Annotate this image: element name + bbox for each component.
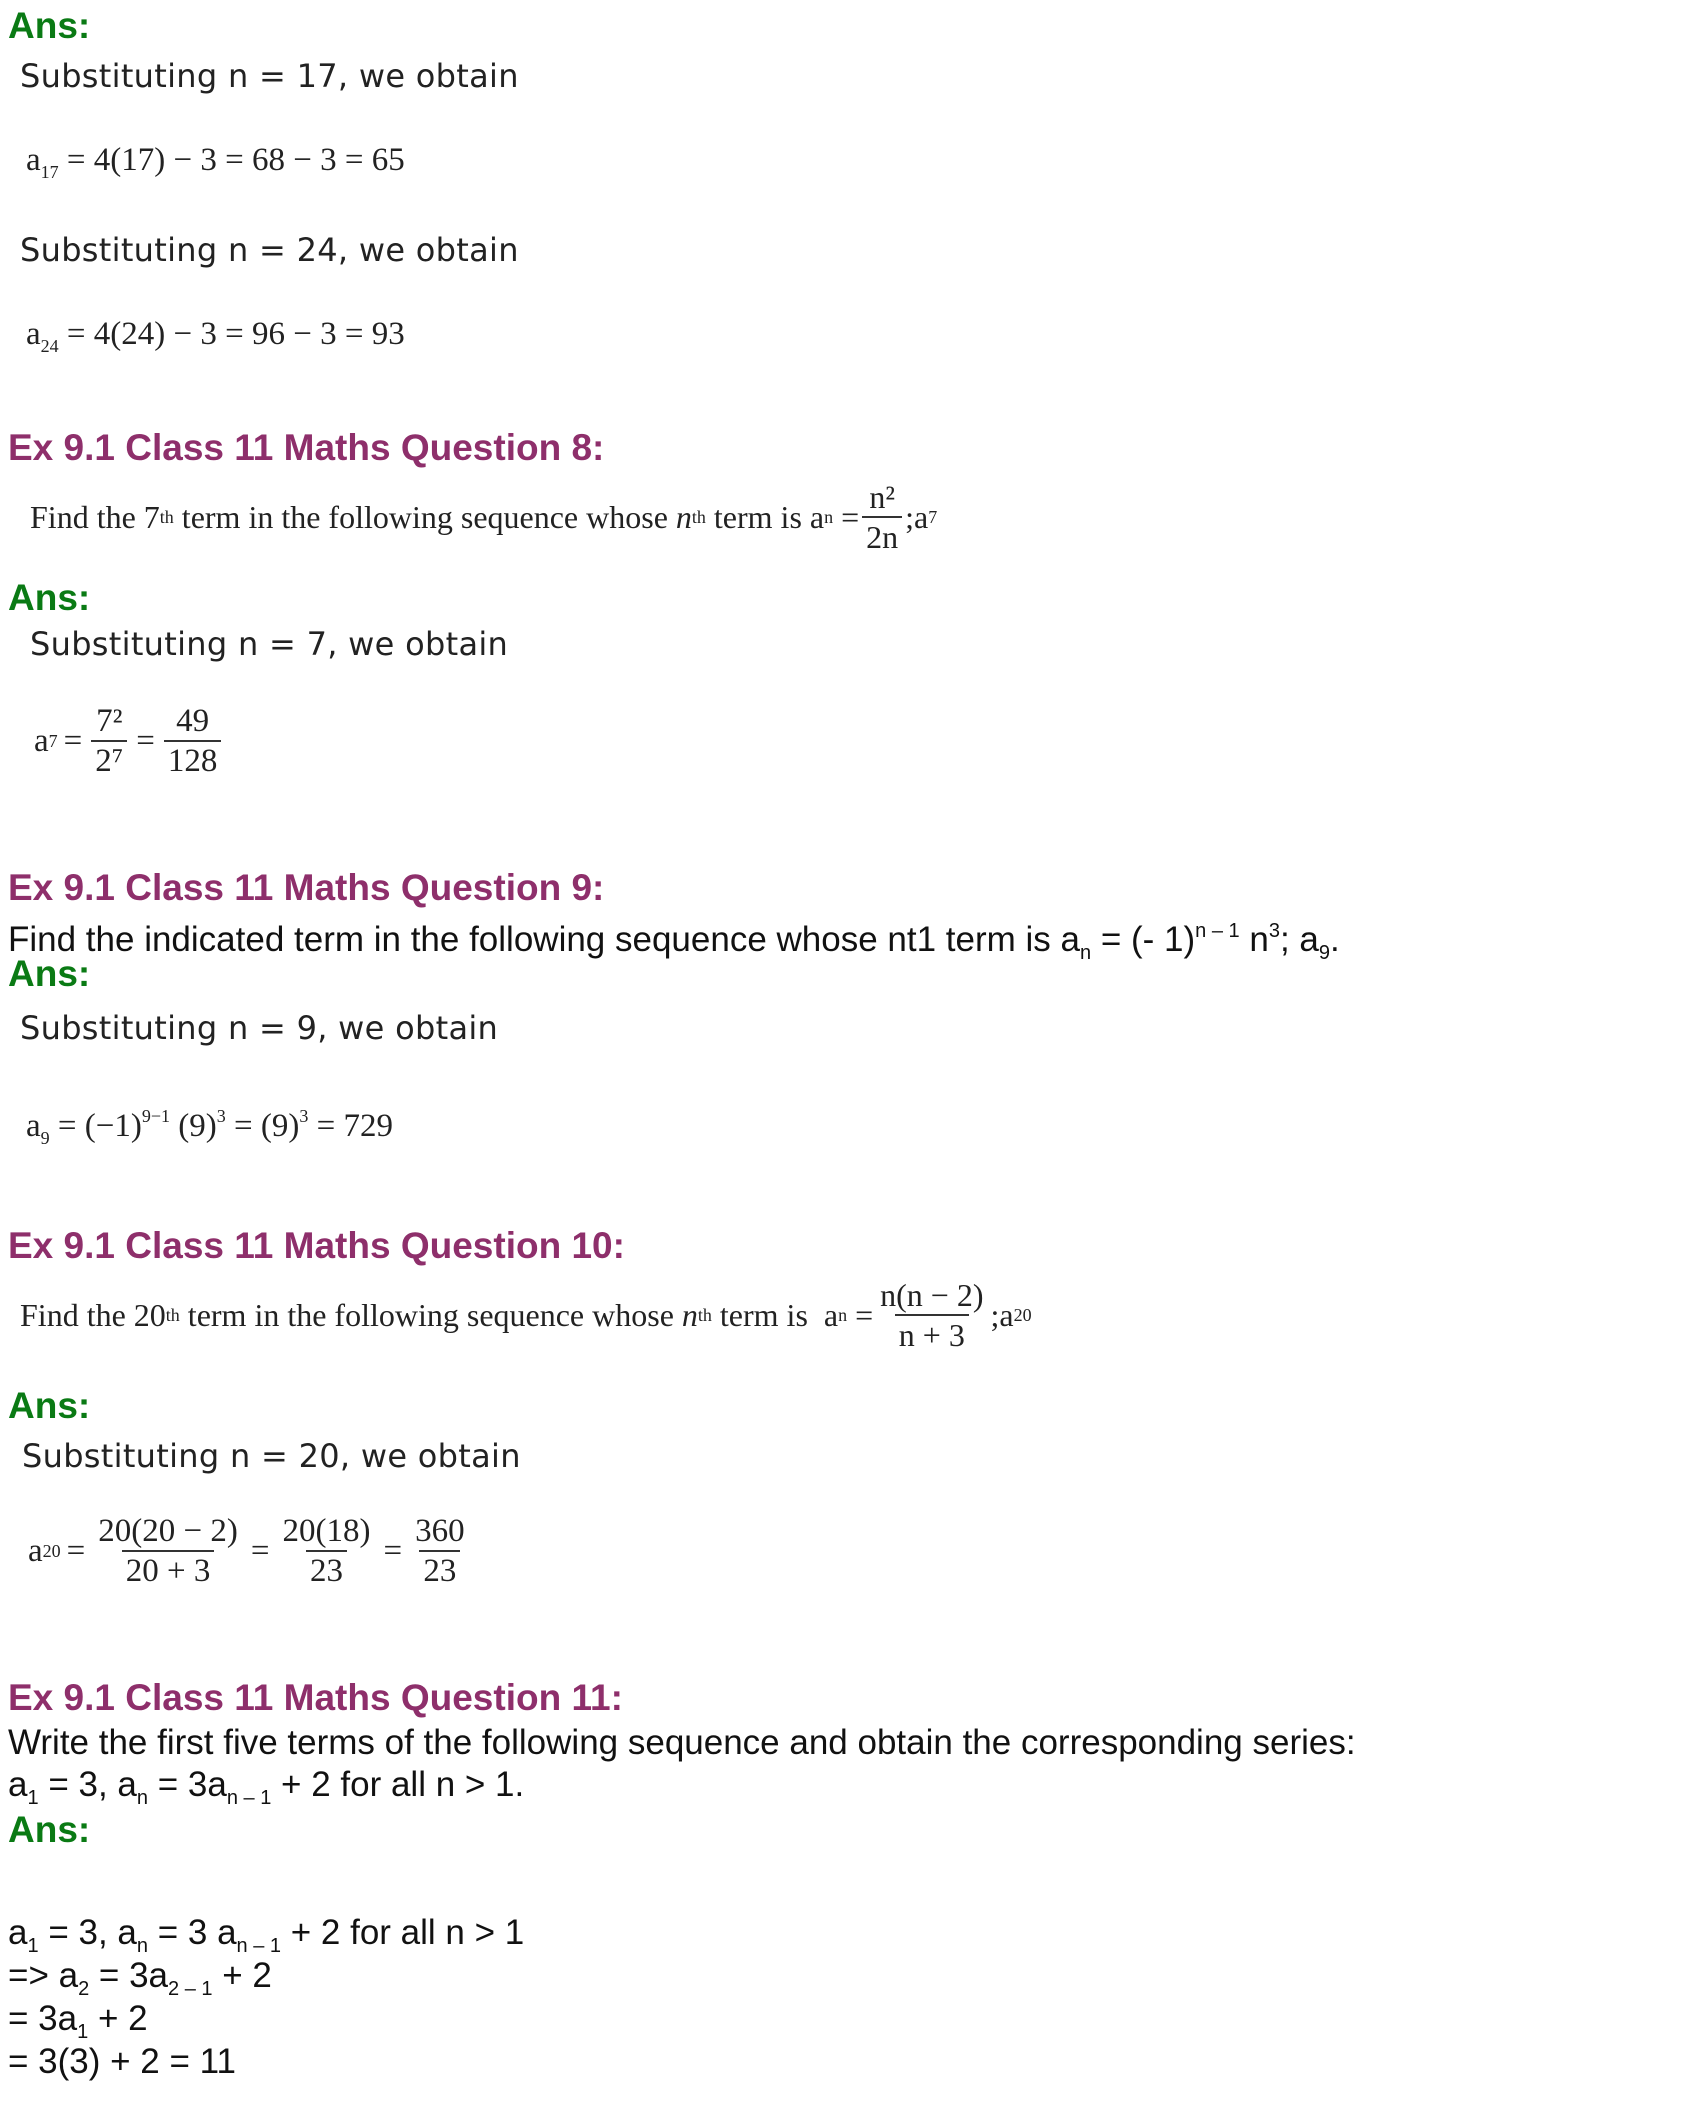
question-heading-11: Ex 9.1 Class 11 Maths Question 11: [8,1677,623,1718]
solution-line: $a_1 = 3$, $a_n = 3$ $a_{n - 1} + 2$ for all n > 1 [8,1913,525,1957]
question-text-8: Find the 7 th term in the following sequence whose n th term is a n = $\frac{\text{n²}}{2n}$ ;a 7 [30,479,938,555]
answer-label: Ans: [8,1385,91,1426]
question-text-9: Find the indicated term in the following sequence whose nt1 term is $a_n$ = (- 1)$^{n - 1}$ $n^3$; $a_9$. [8,920,1340,964]
equation-a7: a 7 = $\frac{\text{7²}}{\text{2⁷}}$ = $\frac{49}{128}$ [34,702,224,780]
solution-line: = 3(3) + 2 = 11 [8,2042,236,2081]
equation-a20: a 20 = $\frac{20(20 - 2)}{20 + 3}$ = $\frac{20(18)}{23}$ = $\frac{360}{23}$ [28,1512,472,1590]
fraction: $\frac{20(20 - 2)}{20 + 3}$ [98,1513,238,1589]
fraction: $\frac{20(18)}{23}$ [282,1513,371,1589]
substitution-line: Substituting n = 24, we obtain [20,231,519,269]
equation-a17: $a_{17} = 4(17) - 3 = 68 - 3 = 65$ [26,142,405,182]
question-heading-8: Ex 9.1 Class 11 Maths Question 8: [8,427,605,468]
fraction: $\frac{\text{7²}}{\text{2⁷}}$ [91,702,127,780]
question-text-11: Write the first five terms of the following sequence and obtain the corresponding series: [8,1723,1356,1762]
substitution-line: Substituting n = 9, we obtain [20,1009,499,1047]
answer-label: Ans: [8,953,91,994]
solution-line: => $a_2 = 3a_{2 - 1} + 2$ [8,1956,272,2000]
substitution-line: Substituting n = 17, we obtain [20,57,519,95]
question-heading-10: Ex 9.1 Class 11 Maths Question 10: [8,1225,625,1266]
fraction: $\frac{n(n - 2)}{n + 3}$ [880,1277,984,1353]
question-heading-9: Ex 9.1 Class 11 Maths Question 9: [8,867,605,908]
fraction: $\frac{49}{128}$ [164,702,222,780]
substitution-line: Substituting n = 7, we obtain [30,625,509,663]
answer-label: Ans: [8,5,91,46]
solution-line: = $3a_1 + 2$ [8,1999,148,2043]
substitution-line: Substituting n = 20, we obtain [22,1437,521,1475]
fraction: $\frac{\text{n²}}{2n}$ [862,478,902,556]
equation-a24: $a_{24} = 4(24) - 3 = 96 - 3 = 93$ [26,316,405,356]
fraction: $\frac{360}{23}$ [415,1513,465,1589]
question-text-10: Find the 20 th term in the following sequence whose n th term is a n = $\frac{n(n - 2)}{n + 3}$ ;a 20 [20,1277,1032,1353]
equation-a9: $a_9 = (-1)^{9-1}$ $(9)^3 = (9)^3 = 729$ [26,1106,393,1148]
answer-label: Ans: [8,1809,91,1850]
answer-label: Ans: [8,577,91,618]
question-condition-11: $a_1 = 3$, $a_n = 3a_{n - 1} + 2$ for all n > 1. [8,1765,525,1809]
